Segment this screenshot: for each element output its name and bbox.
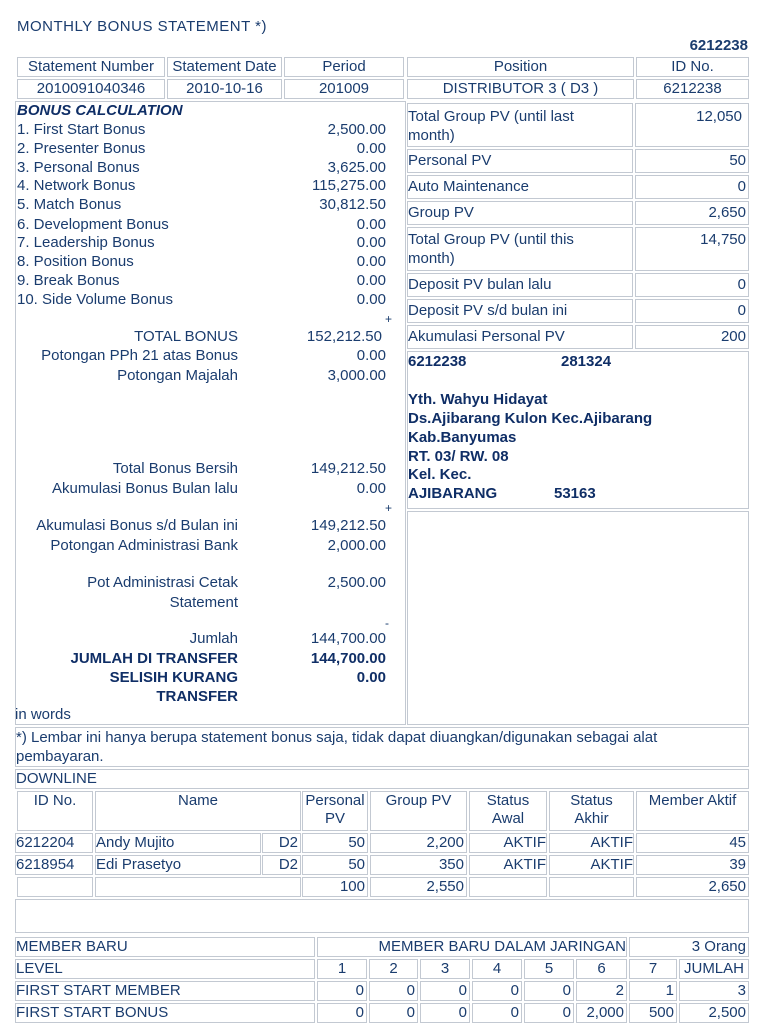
bonus-item-label: 10. Side Volume Bonus: [17, 291, 173, 308]
level-cell: 5: [524, 959, 574, 979]
bonus-item-value: 30,812.50: [319, 196, 386, 213]
fsm-cell: 0: [420, 981, 470, 1001]
value-statement-number: 2010091040346: [17, 79, 165, 99]
pv-label-cell: Akumulasi Personal PV: [407, 325, 633, 349]
plus-sign: +: [385, 312, 393, 326]
pv-value-cell: 14,750: [635, 227, 749, 271]
pv-value-cell: 50: [635, 149, 749, 173]
cetak-value: 2,500.00: [327, 574, 386, 591]
pv-label-cell: Total Group PV (until last month): [407, 103, 633, 147]
fsb-cell: 2,500: [679, 1003, 749, 1023]
level-cell: 4: [472, 959, 522, 979]
col-header-id: ID No.: [17, 791, 93, 831]
bonus-item-value: 115,275.00: [312, 177, 386, 194]
col-header-member-aktif: Member Aktif: [636, 791, 749, 831]
pph-label: Potongan PPh 21 atas Bonus: [41, 347, 238, 364]
bonus-item-label: 9. Break Bonus: [17, 272, 120, 289]
address-code: 281324: [561, 353, 612, 370]
majalah-value: 3,000.00: [327, 367, 386, 384]
level-cell: 2: [369, 959, 418, 979]
jumlah-label: Jumlah: [189, 630, 238, 647]
jaringan-count: 3 Orang: [629, 937, 749, 957]
pph-value: 0.00: [356, 347, 386, 364]
pv-label-cell: Deposit PV bulan lalu: [407, 273, 633, 297]
selisih-value: 0.00: [356, 669, 386, 686]
fsm-cell: 0: [472, 981, 522, 1001]
bonus-item-value: 3,625.00: [327, 159, 386, 176]
fsb-label: FIRST START BONUS: [15, 1003, 315, 1023]
fsb-cell: 2,000: [576, 1003, 627, 1023]
akum-ini-label: Akumulasi Bonus s/d Bulan ini: [36, 517, 238, 534]
pv-value-cell: 0: [635, 299, 749, 323]
value-period: 201009: [284, 79, 404, 99]
bonus-item-label: 4. Network Bonus: [17, 177, 136, 194]
bonus-item-value: 2,500.00: [327, 121, 386, 138]
address-line-2: Kab.Banyumas: [408, 429, 517, 446]
pv-label-cell: Auto Maintenance: [407, 175, 633, 199]
adm-bank-value: 2,000.00: [327, 537, 386, 554]
akum-ini-value: 149,212.50: [310, 517, 386, 534]
pv-value-cell: 2,650: [635, 201, 749, 225]
pv-label-cell: Personal PV: [407, 149, 633, 173]
bonus-item-label: 3. Personal Bonus: [17, 159, 140, 176]
minus-sign: -: [385, 616, 389, 630]
akum-lalu-label: Akumulasi Bonus Bulan lalu: [52, 480, 238, 497]
address-id: 6212238: [408, 353, 467, 370]
fsm-cell: 3: [679, 981, 749, 1001]
transfer-label: JUMLAH DI TRANSFER: [70, 650, 238, 667]
statement-title: MONTHLY BONUS STATEMENT *): [17, 18, 267, 35]
jaringan-label: MEMBER BARU DALAM JARINGAN: [317, 937, 627, 957]
fsm-cell: 0: [524, 981, 574, 1001]
selisih-label-2: TRANSFER: [156, 688, 238, 705]
bonus-item-label: 5. Match Bonus: [17, 196, 122, 213]
note-line-2: pembayaran.: [16, 748, 104, 765]
pv-label-cell: Total Group PV (until this month): [407, 227, 633, 271]
fsb-cell: 0: [317, 1003, 367, 1023]
bonus-bersih-label: Total Bonus Bersih: [112, 460, 238, 477]
value-position: DISTRIBUTOR 3 ( D3 ): [407, 79, 634, 99]
address-line-4: Kel. Kec.: [408, 466, 472, 483]
pv-value-cell: 12,050: [635, 103, 749, 147]
col-header-name: Name: [95, 791, 301, 831]
member-baru-title: MEMBER BARU: [15, 937, 315, 957]
right-empty-panel: [407, 511, 749, 725]
col-header-group-pv: Group PV: [370, 791, 467, 831]
level-cell: 3: [420, 959, 470, 979]
cetak-label-2: Statement: [169, 594, 238, 611]
value-statement-date: 2010-10-16: [167, 79, 282, 99]
bonus-item-value: 0.00: [356, 216, 386, 233]
fsm-label: FIRST START MEMBER: [15, 981, 315, 1001]
jumlah-value: 144,700.00: [310, 630, 386, 647]
header-statement-date: Statement Date: [167, 57, 282, 77]
col-header-personal-pv: Personal PV: [302, 791, 368, 831]
level-cell: JUMLAH: [679, 959, 749, 979]
address-line-1: Ds.Ajibarang Kulon Kec.Ajibarang: [408, 410, 653, 427]
bonus-item-label: 1. First Start Bonus: [17, 121, 146, 138]
fsm-cell: 0: [369, 981, 418, 1001]
pv-label-cell: Deposit PV s/d bulan ini: [407, 299, 633, 323]
fsb-cell: 0: [420, 1003, 470, 1023]
pv-value-cell: 0: [635, 273, 749, 297]
pv-label-cell: Group PV: [407, 201, 633, 225]
bonus-item-label: 8. Position Bonus: [17, 253, 134, 270]
bonus-item-value: 0.00: [356, 234, 386, 251]
bonus-item-value: 0.00: [356, 272, 386, 289]
fsb-cell: 0: [524, 1003, 574, 1023]
header-statement-number: Statement Number: [17, 57, 165, 77]
bonus-item-label: 6. Development Bonus: [17, 216, 169, 233]
header-id-no: ID No.: [636, 57, 749, 77]
fsb-cell: 500: [629, 1003, 677, 1023]
bonus-item-label: 2. Presenter Bonus: [17, 140, 146, 157]
level-cell: 6: [576, 959, 627, 979]
note-line-1: *) Lembar ini hanya berupa statement bonus saja, tidak dapat diuangkan/digunakan sebagai alat: [16, 729, 658, 746]
value-id-no: 6212238: [636, 79, 749, 99]
downline-spacer: [15, 899, 749, 933]
total-bonus-value: 152,212.50: [306, 328, 382, 345]
fsm-cell: 0: [317, 981, 367, 1001]
col-header-status-awal: Status Awal: [469, 791, 547, 831]
selisih-label: SELISIH KURANG: [109, 669, 238, 686]
bonus-item-value: 0.00: [356, 140, 386, 157]
downline-title-bar: DOWNLINE: [15, 769, 749, 789]
bonus-item-label: 7. Leadership Bonus: [17, 234, 155, 251]
header-position: Position: [407, 57, 634, 77]
in-words-label: in words: [15, 706, 71, 723]
akum-lalu-value: 0.00: [356, 480, 386, 497]
level-cell: 1: [317, 959, 367, 979]
header-period: Period: [284, 57, 404, 77]
recipient-name: Yth. Wahyu Hidayat: [408, 391, 548, 408]
total-bonus-label: TOTAL BONUS: [134, 328, 238, 345]
pv-value-cell: 0: [635, 175, 749, 199]
level-label: LEVEL: [15, 959, 315, 979]
bonus-calculation-title: BONUS CALCULATION: [17, 102, 183, 119]
adm-bank-label: Potongan Administrasi Bank: [50, 537, 238, 554]
bonus-bersih-value: 149,212.50: [310, 460, 386, 477]
fsb-cell: 0: [369, 1003, 418, 1023]
fsb-cell: 0: [472, 1003, 522, 1023]
fsm-cell: 2: [576, 981, 627, 1001]
pv-value-cell: 200: [635, 325, 749, 349]
transfer-value: 144,700.00: [310, 650, 386, 667]
fsm-cell: 1: [629, 981, 677, 1001]
majalah-label: Potongan Majalah: [117, 367, 238, 384]
address-zip: 53163: [554, 485, 596, 502]
cetak-label: Pot Administrasi Cetak: [87, 574, 238, 591]
level-cell: 7: [629, 959, 677, 979]
address-line-3: RT. 03/ RW. 08: [408, 448, 509, 465]
bonus-item-value: 0.00: [356, 253, 386, 270]
bonus-item-value: 0.00: [356, 291, 386, 308]
top-id-number: 6212238: [689, 37, 748, 54]
col-header-status-akhir: Status Akhir: [549, 791, 634, 831]
address-city: AJIBARANG: [408, 485, 498, 502]
plus-sign: +: [385, 501, 393, 515]
